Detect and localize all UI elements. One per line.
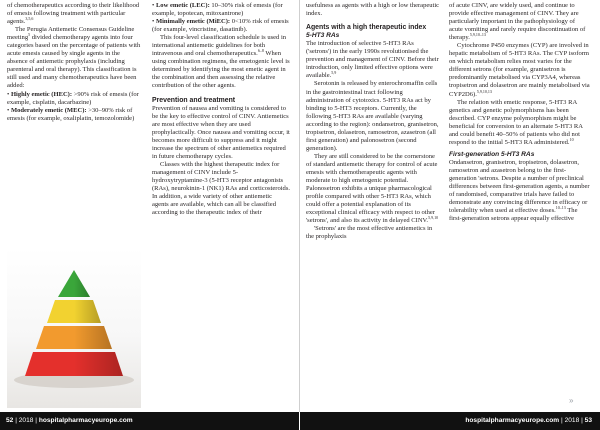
- col3-para-5: 'Setrons' are the most effective antiemetics in the prophylaxis: [306, 225, 433, 241]
- col3-para-2: The introduction of selective 5-HT3 RAs ('setrons') in the early 1990s revolutionised the prevention and management of CINV. Before their introduction, only limited effective options were available.$^{5,9}$: [306, 40, 439, 80]
- col2-para-2: Prevention of nausea and vomiting is considered to be the key to effective control of CINV. Antiemetics are most effective when they are used prophylactically. Once nausea and vomiting occur, it becomes more difficult to suppress and it might increase the spectrum of other antiemetics required in future chemotherapy cycles.: [152, 104, 290, 160]
- col3-para-1: usefulness as agents with a high or low therapeutic index.: [306, 2, 440, 18]
- column-3: [306, 2, 440, 241]
- col1-bullet-mec: • Moderately emetic (MEC): >30–90% risk of emesis (for example, oxaliplatin, temozolomide): [7, 106, 135, 122]
- column-2: [152, 2, 290, 217]
- footer-site-left[interactable]: hospitalpharmacyeurope.com: [38, 417, 133, 424]
- column-4: [449, 2, 590, 223]
- col4-para-1: of acute CINV, are widely used, and continue to provide effective management of CINV. They are particularly important in the pathophysiology of acute vomiting and rarely require discontinuation of therapy.$^{5,9,10-13}$: [449, 2, 586, 42]
- col2-para-3: Classes with the highest therapeutic index for management of CINV include 5-hydroxytryptamine-3 (5-HT3 receptor antagonists (RAs), neurokinin-1 (NK1) RAs and corticosteroids. In addition, a wide variety of other antiemetic agents are available, which can all be classified according to the therapeutic index of their: [152, 160, 290, 217]
- section-heading-prevention: Prevention and treatment: [152, 96, 236, 104]
- col1-bullet-hec: • Highly emetic (HEC): >90% risk of emesis (for example, cisplatin, dacarbazine): [7, 90, 139, 106]
- footer-year-right: 2018: [564, 417, 580, 424]
- footer-right: [300, 412, 600, 430]
- footer-site-right[interactable]: hospitalpharmacyeurope.com: [465, 417, 560, 424]
- page-divider: [299, 0, 300, 412]
- footer-year-left: 2018: [18, 417, 34, 424]
- footer-right-text: hospitalpharmacyeurope.com | 2018 | 53: [465, 417, 592, 424]
- page-number-left: 52: [6, 417, 14, 424]
- footer-left: [0, 412, 299, 430]
- col3-para-3: Serotonin is released by enterochromaffin cells in the gastrointestinal tract following administration of cytotoxics. 5-HT3 RAs act by binding to 5-HT3 receptors. Currently, the following 5-HT3 RAs are available (varying according to the region): ondansetron, granisetron, tropisetron, dolasetron, ramosetron, azasetron (all first generation) and palonosetron (second generation).: [306, 80, 439, 152]
- pyramid-illustration: [7, 248, 141, 408]
- col4-para-3: The relation with emetic response, 5-HT3 RA genetics and genetic polymorphisms has been described. CYP enzyme polymorphism might be beneficial for conversion to an alternate 5-HT3 RA and could benefit 40–50% of patients who did not respond to the initial 5-HT3 RA administered.$^{10}$: [449, 98, 583, 146]
- col4-para-4: Ondansetron, granisetron, tropisetron, dolasetron, ramosetron and azasetron belong to the first-generation 'setrons. Despite a number of preclinical differences between first-generation agents, a number of randomised, comparative trials have failed to demonstrate any convincing difference in efficacy or tolerability when used at effective doses.$^{10-13}$ The first-generation setrons appear equally effective: [449, 158, 590, 223]
- col1-para-1: of chemotherapeutics according to their likelihood of emesis following treatment with particular agents.$^{3,5,6}$: [7, 2, 140, 26]
- col2-bullet-miec: • Minimally emetic (MiEC): 0<10% risk of emesis (for example, vincristine, dasatinib).: [152, 18, 289, 34]
- column-1: [7, 2, 141, 123]
- pyramid-icon: [7, 248, 141, 408]
- subheading-first-generation: First-generation 5-HT3 RAs: [449, 150, 535, 158]
- section-heading-high-index: Agents with a high therapeutic index: [306, 24, 427, 32]
- col2-para-1: This four-level classification schedule is used in international antiemetic guidelines for both intravenous and oral chemotherapeutics.$^{6-8}$ When using combination regimens, the emetogenic level is determined by identifying the most emetic agent in the combination and then assessing the relative contribution of the other agents.: [152, 34, 290, 90]
- continue-arrow-icon[interactable]: »: [569, 396, 574, 405]
- col2-bullet-lec: • Low emetic (LEC): 10–30% risk of emesis (for example, topotecan, mitoxantrone): [152, 2, 283, 18]
- subheading-5ht3: 5-HT3 RAs: [306, 32, 340, 40]
- col3-para-4: They are still considered to be the cornerstone of standard antiemetic therapy for control of acute emesis with chemotherapeutic agents with moderate to high emetogenic potential. Palonosetron exhibits a unique pharmacological profile compared with other 5-HT3 RAs, which could offer a potential explanation of its exceptional clinical efficacy with respect to other 'setrons', and also its activity in delayed CINV.$^{5,9,10}$: [306, 152, 439, 225]
- footer-left-text: 52 | 2018 | hospitalpharmacyeurope.com: [6, 417, 133, 424]
- page-number-right: 53: [584, 417, 592, 424]
- col1-para-2: The Perugia Antiemetic Consensus Guideline meeting$^5$ divided chemotherapy agents into four categories based on the percentage of patients with acute emesis caused by single agents in the absence of antiemetic prophylaxis (including parenteral and oral therapy). This classification is still used and many chemotherapeutics have been added:: [7, 26, 141, 90]
- col4-para-2: Cytochrome P450 enzymes (CYP) are involved in hepatic metabolism of 5-HT3 RAs. The CYP isoform on which metabolism relies most varies for the different setrons (for example, granisetron is predominantly metabolised via CYP3A4, whereas tropisetron and dolasetron are mainly metabolised via CYP2D6).$^{5,9,10,13}$: [449, 42, 590, 98]
